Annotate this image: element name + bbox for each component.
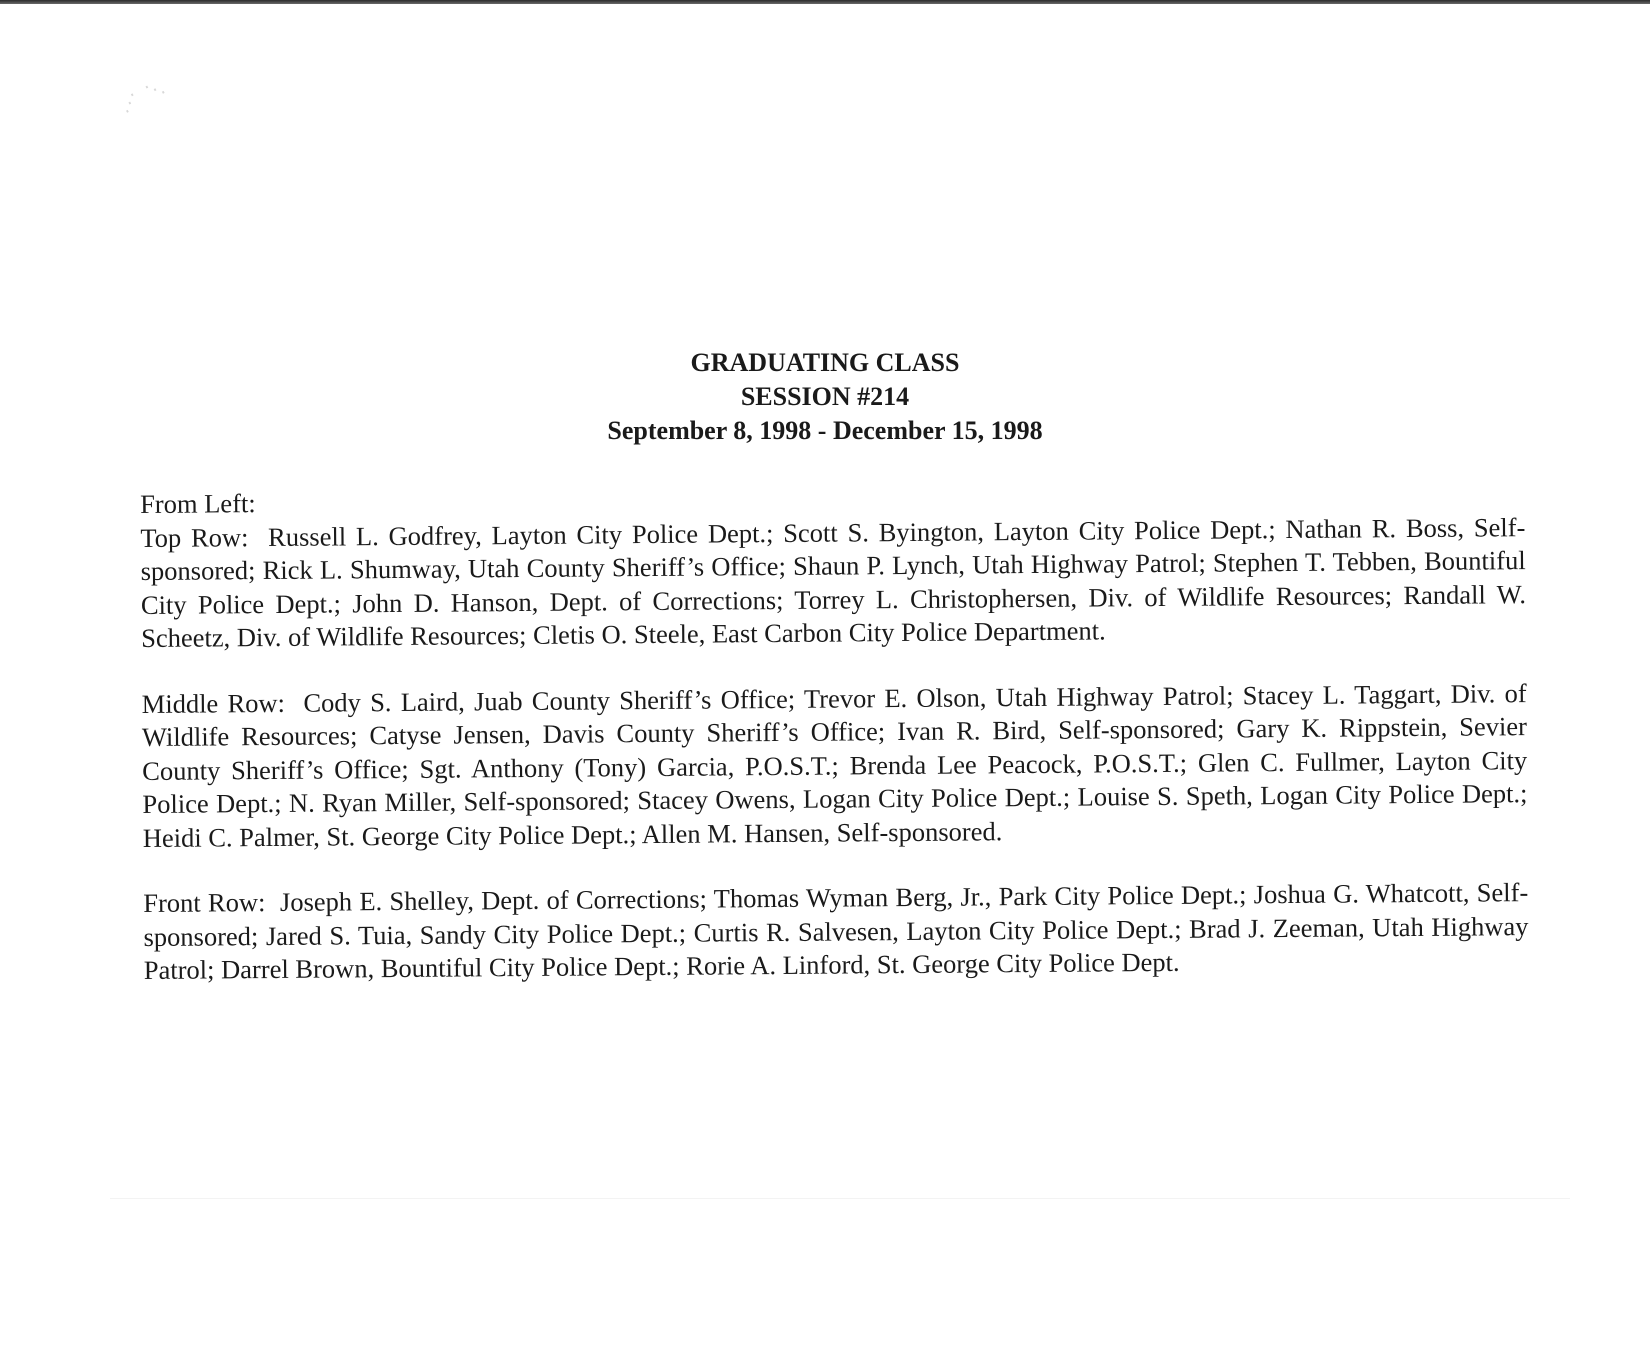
document-title: GRADUATING CLASS: [690, 348, 960, 377]
session-dates: September 8, 1998 - December 15, 1998: [607, 416, 1043, 445]
document-header: [0, 346, 1650, 448]
top-row-names: Russell L. Godfrey, Layton City Police Dept.; Scott S. Byington, Layton City Police Dept.; Nathan R. Boss, Self-sponsored; Rick L. Shumway, Utah County Sheriff’s Office; Shaun P. Lynch, Utah Highway Patrol; Stephen T. Tebben, Bountiful City Police Dept.; John D. Hanson, Dept. of Corrections; Torrey L. Christophersen, Div. of Wildlife Resources; Randall W. Scheetz, Div. of Wildlife Resources; Cletis O. Steele, East Carbon City Police Department.: [140, 511, 1526, 653]
middle-row-paragraph: [142, 677, 1528, 855]
scan-smudge-mark: ⋰ ⋱: [117, 74, 171, 116]
top-row-label: Top Row:: [140, 521, 249, 553]
session-number: SESSION #214: [740, 382, 910, 411]
from-left-label: From Left:: [140, 488, 256, 519]
middle-row-names: Cody S. Laird, Juab County Sheriff’s Office; Trevor E. Olson, Utah Highway Patrol; Stacey L. Taggart, Div. of Wildlife Resources; Catyse Jensen, Davis County Sheriff’s Office; Ivan R. Bird, Self-sponsored; Gary K. Rippstein, Sevier County Sheriff’s Office; Sgt. Anthony (Tony) Garcia, P.O.S.T.; Brenda Lee Peacock, P.O.S.T.; Glen C. Fullmer, Layton City Police Dept.; N. Ryan Miller, Self-sponsored; Stacey Owens, Logan City Police Dept.; Louise S. Speth, Logan City Police Dept.; Heidi C. Palmer, St. George City Police Dept.; Allen M. Hansen, Self-sponsored.: [141, 677, 1528, 853]
front-row-paragraph: [143, 876, 1529, 987]
front-row-names: Joseph E. Shelley, Dept. of Corrections; Thomas Wyman Berg, Jr., Park City Police Dept.; Joshua G. Whatcott, Self-sponsored; Jared S. Tuia, Sandy City Police Dept.; Curtis R. Salvesen, Layton City Police Dept.; Brad J. Zeeman, Utah Highway Patrol; Darrel Brown, Bountiful City Police Dept.; Rorie A. Linford, St. George City Police Dept.: [143, 877, 1529, 985]
top-row-paragraph: [140, 511, 1526, 656]
scan-top-edge: [0, 0, 1650, 4]
middle-row-label: Middle Row:: [141, 687, 286, 719]
front-row-label: Front Row:: [143, 887, 266, 918]
scan-faint-line: [110, 1198, 1570, 1199]
roster-content: [140, 477, 1529, 1019]
